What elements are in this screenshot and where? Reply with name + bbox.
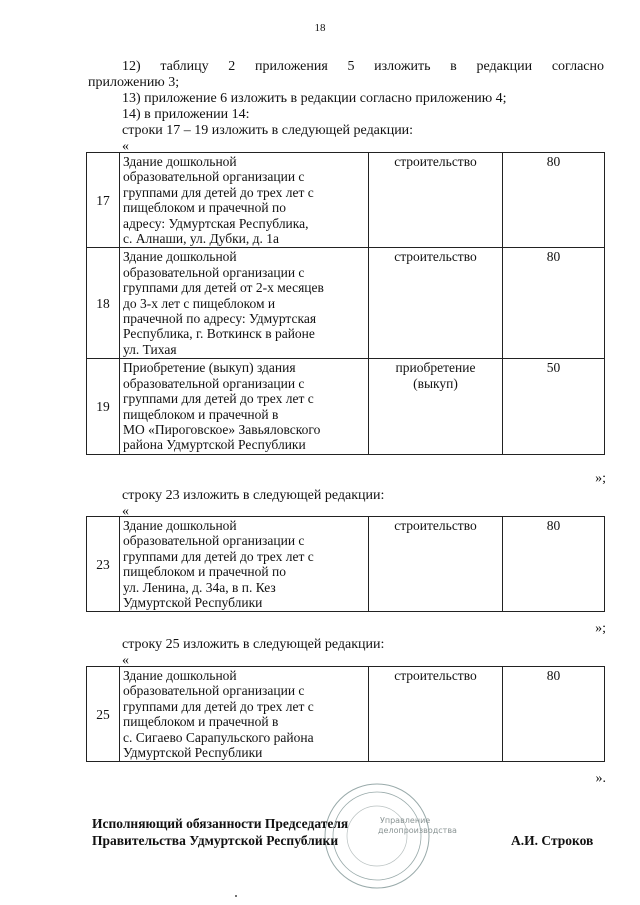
description-line: ул. Ленина, д. 34а, в п. Кез <box>123 579 276 595</box>
description-line: образовательной организации с <box>123 533 305 549</box>
description-line: группами для детей от 2-х месяцев <box>123 280 324 296</box>
description-line: Здание дошкольной <box>123 249 237 265</box>
quote-open-1: « <box>122 139 129 154</box>
quote-close-2: »; <box>595 621 606 636</box>
work-type-line: строительство <box>394 154 477 169</box>
row-23-lead: строку 23 изложить в следующей редакции: <box>122 488 385 503</box>
item-12-line2: приложению 3; <box>88 75 180 90</box>
description-line: Здание дошкольной <box>123 154 237 169</box>
object-description <box>120 517 369 612</box>
rows-17-19-lead: строки 17 – 19 изложить в следующей редакции: <box>122 123 414 138</box>
description-line: пищеблоком и прачечной в <box>123 406 279 422</box>
work-type-line: (выкуп) <box>413 375 458 391</box>
scan-speck <box>235 895 237 897</box>
table-row-23 <box>86 516 605 612</box>
work-type-line: строительство <box>394 249 477 265</box>
description-line: Здание дошкольной <box>123 518 237 533</box>
table-row <box>87 153 605 248</box>
work-type <box>369 667 503 762</box>
stamp-text-line2: делопроизводства <box>378 826 457 835</box>
item-12-line1: 12) таблицу 2 приложения 5 изложить в редакции согласно <box>122 59 604 74</box>
work-type <box>369 153 503 248</box>
row-number: 18 <box>87 248 120 359</box>
capacity-value: 80 <box>503 153 605 248</box>
description-line: Удмуртской Республики <box>123 745 263 761</box>
capacity-value: 80 <box>503 517 605 612</box>
work-type <box>369 248 503 359</box>
description-line: с. Алнаши, ул. Дубки, д. 1а <box>123 231 280 247</box>
object-description <box>120 667 369 762</box>
description-line: с. Сигаево Сарапульского района <box>123 729 314 745</box>
description-line: образовательной организации с <box>123 683 305 699</box>
capacity-value: 80 <box>503 667 605 762</box>
table-row-25 <box>86 666 605 762</box>
description-line: группами для детей до трех лет с <box>123 391 314 407</box>
table-row <box>87 359 605 454</box>
description-line: образовательной организации с <box>123 264 305 280</box>
signatory-position-line2: Правительства Удмуртской Республики <box>92 833 339 848</box>
description-line: пищеблоком и прачечной по <box>123 200 286 216</box>
description-line: ул. Тихая <box>123 341 177 357</box>
official-stamp <box>322 781 457 891</box>
description-line: группами для детей до трех лет с <box>123 184 314 200</box>
item-14: 14) в приложении 14: <box>122 107 250 122</box>
description-line: образовательной организации с <box>123 169 305 185</box>
object-description <box>120 248 369 359</box>
quote-close-1: »; <box>595 471 606 486</box>
stamp-text-line1: Управление <box>380 816 431 825</box>
description-line: МО «Пироговское» Завьяловского <box>123 421 321 437</box>
work-type-line: строительство <box>394 668 477 683</box>
quote-open-3: « <box>122 653 129 668</box>
description-line: Удмуртской Республики <box>123 595 263 611</box>
quote-close-3: ». <box>595 771 606 786</box>
description-line: пищеблоком и прачечной в <box>123 714 279 730</box>
description-line: Республика, г. Воткинск в районе <box>123 326 315 342</box>
object-description <box>120 359 369 454</box>
description-line: района Удмуртской Республики <box>123 437 306 453</box>
item-13: 13) приложение 6 изложить в редакции согласно приложению 4; <box>122 91 507 106</box>
quote-open-2: « <box>122 504 129 519</box>
signatory-name: А.И. Строков <box>511 833 594 848</box>
description-line: прачечной по адресу: Удмуртская <box>123 311 317 327</box>
row-number: 19 <box>87 359 120 454</box>
description-line: группами для детей до трех лет с <box>123 698 314 714</box>
description-line: группами для детей до трех лет с <box>123 548 314 564</box>
page-number: 18 <box>314 22 326 34</box>
row-number: 25 <box>87 667 120 762</box>
capacity-value: 80 <box>503 248 605 359</box>
description-line: адресу: Удмуртская Республика, <box>123 215 309 231</box>
row-number: 17 <box>87 153 120 248</box>
description-line: пищеблоком и прачечной по <box>123 564 286 580</box>
description-line: до 3-х лет с пищеблоком и <box>123 295 276 311</box>
description-line: Приобретение (выкуп) здания <box>123 360 296 376</box>
description-line: Здание дошкольной <box>123 668 237 683</box>
row-25-lead: строку 25 изложить в следующей редакции: <box>122 637 385 652</box>
capacity-value: 50 <box>503 359 605 454</box>
work-type <box>369 359 503 454</box>
table-row <box>87 517 605 612</box>
object-description <box>120 153 369 248</box>
work-type <box>369 517 503 612</box>
table-row <box>87 667 605 762</box>
row-number: 23 <box>87 517 120 612</box>
description-line: образовательной организации с <box>123 375 305 391</box>
work-type-line: строительство <box>394 518 477 533</box>
work-type-line: приобретение <box>395 360 476 376</box>
signatory-position-line1: Исполняющий обязанности Председателя <box>92 816 349 831</box>
table-rows-17-19 <box>86 152 605 455</box>
table-row <box>87 248 605 359</box>
